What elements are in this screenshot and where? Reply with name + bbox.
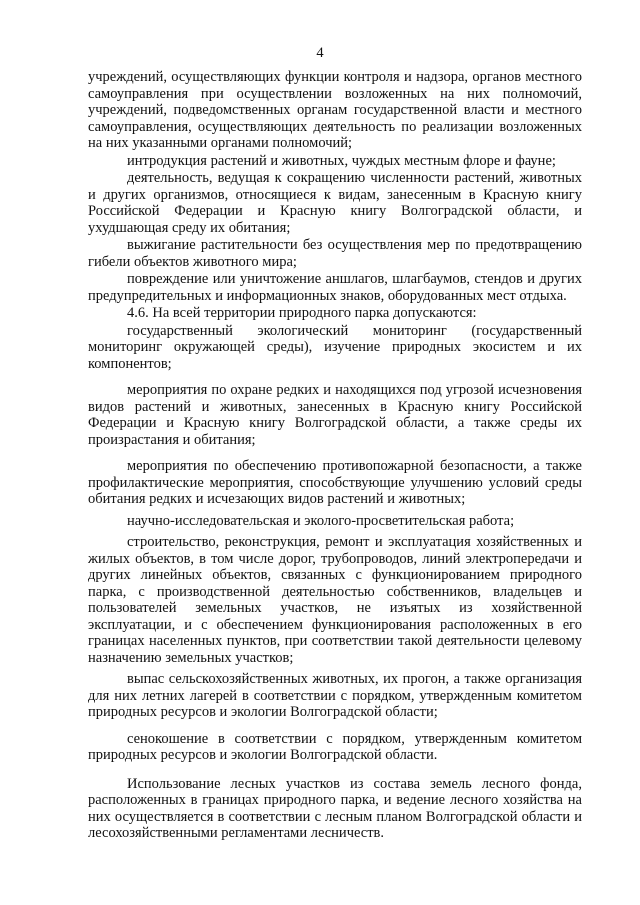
paragraph-population-reduction: деятельность, ведущая к сокращению численности растений, животных и других организмов, относящиеся к видам, занесенным в Красную книгу Российской Федерации и Красную книгу Волгоградской области, и ухудшающая среду их обитания; [88,170,582,236]
paragraph-grazing: выпас сельскохозяйственных животных, их прогон, а также организация для них летних лагерей в соответствии с порядком, утвержденным комитетом природных ресурсов и экологии Волгоградской области; [88,671,582,720]
paragraph-burning-vegetation: выжигание растительности без осуществления мер по предотвращению гибели объектов животного мира; [88,237,582,270]
paragraph-rare-species-protection: мероприятия по охране редких и находящихся под угрозой исчезновения видов растений и животных, занесенных в Красную книгу Российской Федерации и Красную книгу Волгоградской области, а также среды их произрастания и обитания; [88,382,582,448]
paragraph-monitoring: государственный экологический мониторинг (государственный мониторинг окружающей среды), изучение природных экосистем и их компонентов; [88,322,582,372]
document-body [88,69,582,843]
paragraph-continuation: учреждений, осуществляющих функции контроля и надзора, органов местного самоуправления при осуществлении возложенных на них полномочий, учреждений, подведомственных органам государственной власти и местного самоуправления, осуществляющих деятельность по реализации возложенных на них указанными органами полномочий; [88,69,582,151]
paragraph-forest-use: Использование лесных участков из состава земель лесного фонда, расположенных в границах природного парка, и ведение лесного хозяйства на них осуществляется в соответствии с лесным планом Волгоградской области и лесохозяйственными регламентами лесничеств. [88,775,582,841]
paragraph-damage-signs: повреждение или уничтожение аншлагов, шлагбаумов, стендов и других предупредительных и информационных знаков, оборудованных мест отдыха. [88,271,582,304]
page-number: 4 [316,45,324,61]
paragraph-fire-safety: мероприятия по обеспечению противопожарной безопасности, а также профилактические мероприятия, способствующие улучшению условий среды обитания редких и исчезающих видов растений и животных; [88,458,582,507]
paragraph-construction: строительство, реконструкция, ремонт и эксплуатация хозяйственных и жилых объектов, в том числе дорог, трубопроводов, линий электропередачи и других линейных объектов, связанных с функционированием природного парка, с производственной деятельностью собственников, владельцев и пользователей земельных участков, не изъятых из хозяйственной эксплуатации, и с обеспечением функционирования расположенных в его границах населенных пунктов, при соответствии такой деятельности целевому назначению земельных участков; [88,534,582,666]
paragraph-haymaking: сенокошение в соответствии с порядком, утвержденным комитетом природных ресурсов и экологии Волгоградской области. [88,730,582,763]
section-heading-4-6: 4.6. На всей территории природного парка допускаются: [127,305,477,321]
paragraph-research: научно-исследовательская и эколого-просветительская работа; [127,512,515,529]
paragraph-introduction-species: интродукция растений и животных, чуждых местным флоре и фауне; [127,152,556,169]
